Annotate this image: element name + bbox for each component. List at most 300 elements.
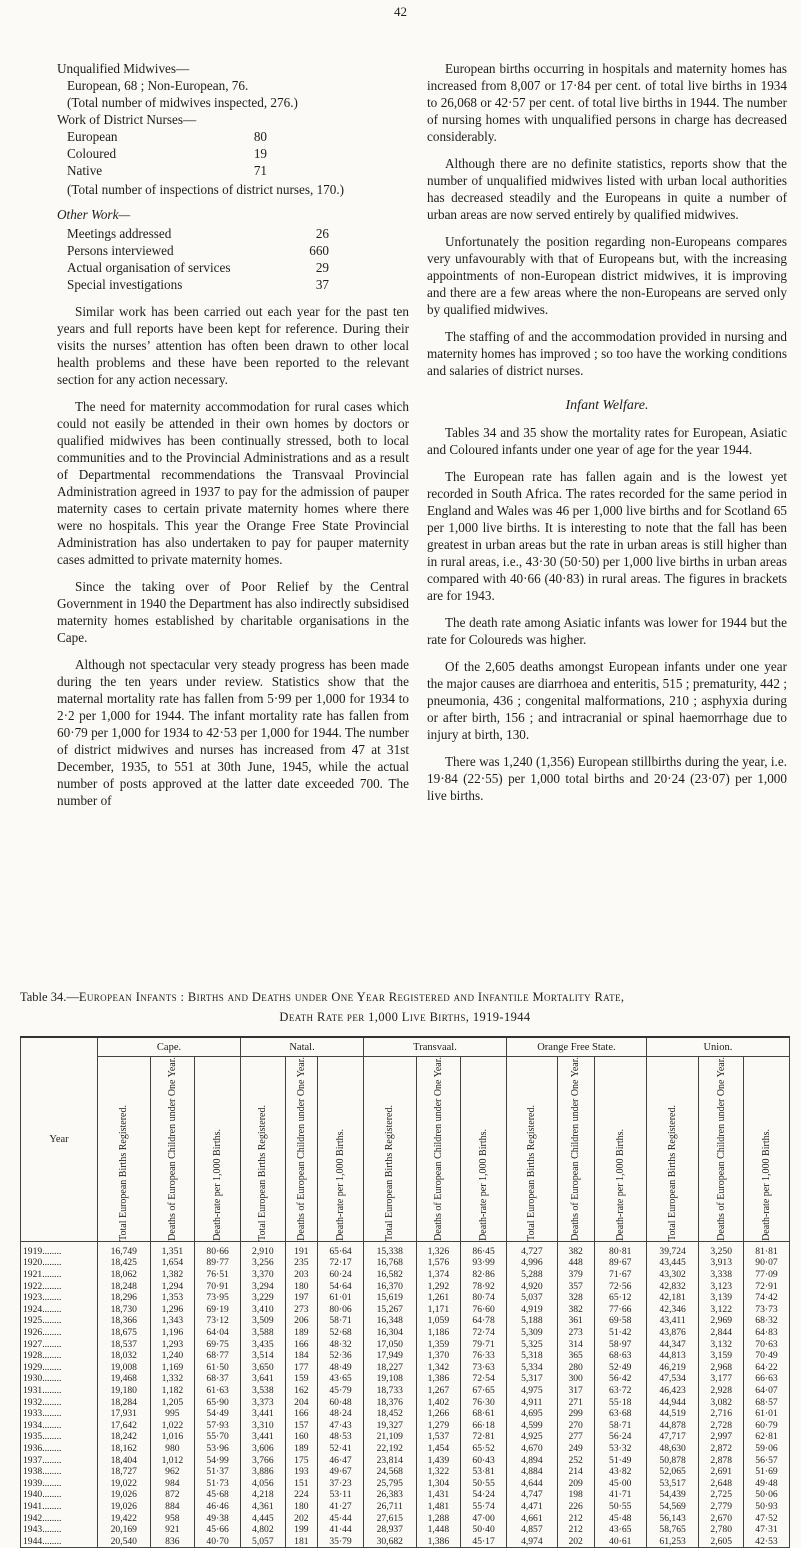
table-row (21, 1513, 790, 1525)
table-cell: 1,386 (416, 1373, 461, 1385)
table-row (21, 1385, 790, 1397)
year-cell: 1926........ (21, 1327, 98, 1339)
table-cell: 1,182 (150, 1385, 195, 1397)
table-cell: 55·70 (195, 1431, 241, 1443)
item-label: Persons interviewed (67, 243, 174, 258)
table-cell: 382 (557, 1241, 594, 1257)
table-row (21, 1466, 790, 1478)
table-cell: 2,928 (699, 1385, 744, 1397)
table-cell: 1,304 (416, 1478, 461, 1490)
table-cell: 53·11 (318, 1489, 364, 1501)
table-cell: 18,242 (98, 1431, 151, 1443)
table-cell: 1,370 (416, 1350, 461, 1362)
column-header (416, 1057, 461, 1242)
table-row (21, 1524, 790, 1536)
year-cell: 1936........ (21, 1443, 98, 1455)
table-cell: 206 (285, 1315, 317, 1327)
table-cell: 47,534 (646, 1373, 699, 1385)
table-row (21, 1241, 790, 1257)
nurses-heading: Work of District Nurses— (57, 112, 197, 127)
table-cell: 177 (285, 1362, 317, 1374)
table-cell: 4,920 (507, 1281, 558, 1293)
table-cell: 18,404 (98, 1455, 151, 1467)
table-cell: 41·27 (318, 1501, 364, 1513)
table-cell: 60·79 (743, 1420, 789, 1432)
table-cell: 20,169 (98, 1524, 151, 1536)
table-cell: 18,675 (98, 1327, 151, 1339)
table-cell: 67·65 (461, 1385, 507, 1397)
table-cell: 53·32 (594, 1443, 646, 1455)
table-row (21, 1443, 790, 1455)
table-cell: 49·67 (318, 1466, 364, 1478)
paragraph: Although not spectacular very steady progress has been made during the ten years under review. Statistics show that the maternal mortality rate has fallen from 5·99 per 1,000 for 1934 to 2·2 per 1,000 for 1944. The infant mortality rate has fallen from 60·79 per 1,000 for 1934 to 42·53 per 1,000 for 1944. The number of district midwives and nurses has increased from 47 at 31st December, 1935, to 551 at 30th June, 1945, while the actual number of posts approved at the latter date exceeded 700. The number of (57, 657, 409, 808)
table-cell: 70·63 (743, 1339, 789, 1351)
table-cell: 199 (285, 1524, 317, 1536)
item-value: 26 (315, 226, 329, 241)
table-cell: 23,814 (363, 1455, 416, 1467)
paragraph: Unfortunately the position regarding non-Europeans compares very unfavourably with that of Europeans but, with the increasing appointments of non-European district midwives, it is improving and there are a few areas where the non-Europeans are served only by qualified midwives. (427, 234, 787, 317)
table-cell: 28,937 (363, 1524, 416, 1536)
column-header (699, 1057, 744, 1242)
table-cell: 166 (285, 1339, 317, 1351)
table-cell: 44,878 (646, 1420, 699, 1432)
year-cell: 1942........ (21, 1513, 98, 1525)
table-cell: 69·75 (195, 1339, 241, 1351)
table-cell: 1,267 (416, 1385, 461, 1397)
column-header (646, 1057, 699, 1242)
paragraph: The death rate among Asiatic infants was lower for 1944 but the rate for Coloureds was higher. (427, 615, 787, 647)
year-cell: 1935........ (21, 1431, 98, 1443)
table-cell: 56·57 (743, 1455, 789, 1467)
paragraph: Since the taking over of Poor Relief by the Central Government in 1940 the Department has also indirectly subsidised maternity homes established by charitable organisations in the Cape. (57, 579, 409, 645)
region-header-natal: Natal. (241, 1037, 364, 1057)
table-cell: 58·97 (594, 1339, 646, 1351)
table-row (21, 1257, 790, 1269)
year-cell: 1937........ (21, 1455, 98, 1467)
other-work-heading: Other Work— (57, 207, 131, 222)
table-cell: 54,439 (646, 1489, 699, 1501)
table-cell: 51·69 (743, 1466, 789, 1478)
table-cell: 209 (557, 1478, 594, 1490)
table-cell: 72·81 (461, 1431, 507, 1443)
table-cell: 45·44 (318, 1513, 364, 1525)
table-cell: 68·63 (594, 1350, 646, 1362)
table-cell: 42,346 (646, 1304, 699, 1316)
item-label: Special investigations (67, 277, 183, 292)
table-cell: 18,162 (98, 1443, 151, 1455)
table-cell: 280 (557, 1362, 594, 1374)
table-cell: 68·57 (743, 1397, 789, 1409)
table-cell: 224 (285, 1489, 317, 1501)
table-cell: 980 (150, 1443, 195, 1455)
year-cell: 1939........ (21, 1478, 98, 1490)
table-cell: 162 (285, 1385, 317, 1397)
table-cell: 159 (285, 1373, 317, 1385)
table-cell: 4,802 (241, 1524, 286, 1536)
region-header-row (21, 1037, 790, 1057)
table-cell: 52·68 (318, 1327, 364, 1339)
table-cell: 1,654 (150, 1257, 195, 1269)
table-cell: 3,538 (241, 1385, 286, 1397)
table-cell: 64·83 (743, 1327, 789, 1339)
item-value: 80 (253, 129, 267, 144)
table-cell: 180 (285, 1281, 317, 1293)
year-cell: 1919........ (21, 1241, 98, 1257)
table-cell: 72·56 (594, 1281, 646, 1293)
region-header-ofs: Orange Free State. (507, 1037, 647, 1057)
right-column (427, 60, 787, 814)
table-cell: 3,886 (241, 1466, 286, 1478)
table-cell: 52·36 (318, 1350, 364, 1362)
table-cell: 984 (150, 1478, 195, 1490)
paragraph: Although there are no definite statistics, reports show that the number of unqualified midwives listed with urban local authorities has decreased steadily and the Europeans in quite a number of urban areas are now served entirely by qualified midwives. (427, 156, 787, 222)
paragraph: European births occurring in hospitals and maternity homes has increased from 8,007 or 17·84 per cent. of total live births in 1934 to 26,068 or 42·57 per cent. of total live births in 1944. The number of nursing homes with unqualified persons in charge has decreased considerably. (427, 61, 787, 144)
table-cell: 1,016 (150, 1431, 195, 1443)
table-row (21, 1281, 790, 1293)
table-cell: 50,878 (646, 1455, 699, 1467)
table-row (21, 1339, 790, 1351)
column-header-label: Death-rate per 1,000 Births. (760, 1128, 772, 1241)
table-cell: 52,065 (646, 1466, 699, 1478)
column-header-label: Death-rate per 1,000 Births. (614, 1128, 626, 1241)
table-cell: 1,240 (150, 1350, 195, 1362)
table-cell: 3,373 (241, 1397, 286, 1409)
table-cell: 49·48 (743, 1478, 789, 1490)
table-cell: 41·71 (594, 1489, 646, 1501)
table-cell: 58,765 (646, 1524, 699, 1536)
table-cell: 191 (285, 1241, 317, 1257)
table-cell: 20,540 (98, 1536, 151, 1548)
table-cell: 4,996 (507, 1257, 558, 1269)
table-cell: 193 (285, 1466, 317, 1478)
table-cell: 47,717 (646, 1431, 699, 1443)
table-cell: 79·71 (461, 1339, 507, 1351)
table-row (21, 1536, 790, 1548)
table-row (21, 1269, 790, 1281)
unqualified-heading: Unqualified Midwives— (57, 61, 190, 76)
table-cell: 2,780 (699, 1524, 744, 1536)
table-cell: 1,261 (416, 1292, 461, 1304)
table-cell: 3,177 (699, 1373, 744, 1385)
table-cell: 1,196 (150, 1327, 195, 1339)
table-cell: 19,008 (98, 1362, 151, 1374)
table-cell: 45·17 (461, 1536, 507, 1548)
table-cell: 50·93 (743, 1501, 789, 1513)
mortality-table (20, 1036, 790, 1548)
table-cell: 61·50 (195, 1362, 241, 1374)
column-header-label: Total European Births Registered. (257, 1104, 269, 1241)
table-cell: 76·33 (461, 1350, 507, 1362)
table-row (21, 1408, 790, 1420)
table-cell: 19,022 (98, 1478, 151, 1490)
table-cell: 18,727 (98, 1466, 151, 1478)
paragraph: Tables 34 and 35 show the mortality rates for European, Asiatic and Coloured infants under one year of age for the year 1944. (427, 425, 787, 457)
region-header-cape: Cape. (98, 1037, 241, 1057)
table-cell: 76·60 (461, 1304, 507, 1316)
table-cell: 17,949 (363, 1350, 416, 1362)
table-cell: 45·79 (318, 1385, 364, 1397)
region-header-union: Union. (646, 1037, 789, 1057)
table-cell: 49·38 (195, 1513, 241, 1525)
table-cell: 271 (557, 1397, 594, 1409)
table-cell: 365 (557, 1350, 594, 1362)
table-cell: 2,691 (699, 1466, 744, 1478)
table-cell: 3,338 (699, 1269, 744, 1281)
table-cell: 76·30 (461, 1397, 507, 1409)
table-row (21, 1489, 790, 1501)
table-cell: 68·61 (461, 1408, 507, 1420)
table-cell: 4,644 (507, 1478, 558, 1490)
table-cell: 58·71 (318, 1315, 364, 1327)
table-cell: 252 (557, 1455, 594, 1467)
table-cell: 37·23 (318, 1478, 364, 1490)
table-cell: 51·37 (195, 1466, 241, 1478)
table-cell: 4,445 (241, 1513, 286, 1525)
table-cell: 4,727 (507, 1241, 558, 1257)
table-cell: 17,050 (363, 1339, 416, 1351)
table-row (21, 1501, 790, 1513)
table-cell: 2,725 (699, 1489, 744, 1501)
table-cell: 1,448 (416, 1524, 461, 1536)
table-cell: 1,353 (150, 1292, 195, 1304)
list-item (57, 276, 329, 293)
table-cell: 78·92 (461, 1281, 507, 1293)
table-cell: 166 (285, 1408, 317, 1420)
year-header: Year (21, 1037, 98, 1241)
table-cell: 40·70 (195, 1536, 241, 1548)
table-cell: 2,878 (699, 1455, 744, 1467)
table-cell: 2,968 (699, 1362, 744, 1374)
item-label: European (67, 129, 118, 144)
table-cell: 51·73 (195, 1478, 241, 1490)
table-cell: 1,266 (416, 1408, 461, 1420)
table-cell: 3,913 (699, 1257, 744, 1269)
table-cell: 43·65 (318, 1373, 364, 1385)
table-cell: 3,159 (699, 1350, 744, 1362)
table-cell: 4,670 (507, 1443, 558, 1455)
table-cell: 2,670 (699, 1513, 744, 1525)
column-header (285, 1057, 317, 1242)
table-cell: 4,911 (507, 1397, 558, 1409)
table-cell: 4,471 (507, 1501, 558, 1513)
table-cell: 47·52 (743, 1513, 789, 1525)
table-cell: 1,332 (150, 1373, 195, 1385)
table-cell: 18,452 (363, 1408, 416, 1420)
year-cell: 1925........ (21, 1315, 98, 1327)
year-cell: 1940........ (21, 1489, 98, 1501)
table-cell: 15,619 (363, 1292, 416, 1304)
table-cell: 72·54 (461, 1373, 507, 1385)
table-cell: 48,630 (646, 1443, 699, 1455)
table-cell: 3,606 (241, 1443, 286, 1455)
table-cell: 249 (557, 1443, 594, 1455)
table-cell: 872 (150, 1489, 195, 1501)
column-header (195, 1057, 241, 1242)
table-cell: 65·52 (461, 1443, 507, 1455)
table-cell: 2,716 (699, 1408, 744, 1420)
table-cell: 3,139 (699, 1292, 744, 1304)
table-cell: 4,894 (507, 1455, 558, 1467)
table-cell: 80·66 (195, 1241, 241, 1257)
table-cell: 314 (557, 1339, 594, 1351)
table-cell: 46·46 (195, 1501, 241, 1513)
table-cell: 53·96 (195, 1443, 241, 1455)
year-cell: 1927........ (21, 1339, 98, 1351)
table-cell: 42,832 (646, 1281, 699, 1293)
table-cell: 21,109 (363, 1431, 416, 1443)
table-cell: 235 (285, 1257, 317, 1269)
table-cell: 44,347 (646, 1339, 699, 1351)
table-cell: 3,766 (241, 1455, 286, 1467)
table-cell: 300 (557, 1373, 594, 1385)
table-cell: 2,997 (699, 1431, 744, 1443)
table-cell: 1,481 (416, 1501, 461, 1513)
nurses-list (57, 128, 409, 179)
item-label: Coloured (67, 146, 117, 161)
table-cell: 203 (285, 1269, 317, 1281)
year-cell: 1921........ (21, 1269, 98, 1281)
table-row (21, 1373, 790, 1385)
region-header-transvaal: Transvaal. (363, 1037, 506, 1057)
paragraph: The need for maternity accommodation for rural cases which could not easily be attended in their own homes by doctors or qualified midwives has been continually stressed, both to local communities and to the Provincial Administrations and as a result of Departmental recommendations the Transvaal Provincial Administration agreed in 1937 to pay for the admission of pauper maternity cases to certain private maternity homes where there were no hospitals. This year the Orange Free State Provincial Administration has also undertaken to pay for pauper maternity cases admitted to private maternity homes. (57, 399, 409, 567)
table-row (21, 1315, 790, 1327)
table-cell: 73·95 (195, 1292, 241, 1304)
table-cell: 3,435 (241, 1339, 286, 1351)
table-cell: 1,343 (150, 1315, 195, 1327)
table-cell: 1,454 (416, 1443, 461, 1455)
table-cell: 1,293 (150, 1339, 195, 1351)
table-cell: 19,468 (98, 1373, 151, 1385)
table-cell: 53,517 (646, 1478, 699, 1490)
column-header (150, 1057, 195, 1242)
year-cell: 1931........ (21, 1385, 98, 1397)
table-cell: 5,057 (241, 1536, 286, 1548)
table-cell: 273 (557, 1327, 594, 1339)
table-caption (20, 987, 790, 1027)
table-cell: 42,181 (646, 1292, 699, 1304)
item-value: 71 (253, 163, 267, 178)
table-cell: 26,711 (363, 1501, 416, 1513)
column-header (557, 1057, 594, 1242)
column-header-label: Deaths of European Children under One Year. (715, 1057, 727, 1241)
table-cell: 1,012 (150, 1455, 195, 1467)
table-cell: 16,370 (363, 1281, 416, 1293)
table-cell: 82·86 (461, 1269, 507, 1281)
table-cell: 52·41 (318, 1443, 364, 1455)
table-cell: 3,122 (699, 1304, 744, 1316)
table-cell: 42·53 (743, 1536, 789, 1548)
table-cell: 299 (557, 1408, 594, 1420)
table-cell: 3,250 (699, 1241, 744, 1257)
table-row (21, 1431, 790, 1443)
table-cell: 1,322 (416, 1466, 461, 1478)
table-cell: 1,402 (416, 1397, 461, 1409)
table-cell: 3,650 (241, 1362, 286, 1374)
table-cell: 2,872 (699, 1443, 744, 1455)
table-cell: 60·48 (318, 1397, 364, 1409)
table-cell: 4,361 (241, 1501, 286, 1513)
table-cell: 47·31 (743, 1524, 789, 1536)
table-cell: 5,318 (507, 1350, 558, 1362)
table-cell: 45·48 (594, 1513, 646, 1525)
midwives-total: (Total number of midwives inspected, 276.) (67, 95, 298, 110)
unqualified-counts: European, 68 ; Non-European, 76. (67, 78, 249, 93)
table-cell: 1,294 (150, 1281, 195, 1293)
column-header-label: Death-rate per 1,000 Births. (212, 1128, 224, 1241)
table-cell: 81·81 (743, 1241, 789, 1257)
table-cell: 58·71 (594, 1420, 646, 1432)
table-cell: 317 (557, 1385, 594, 1397)
table-cell: 18,537 (98, 1339, 151, 1351)
table-cell: 3,641 (241, 1373, 286, 1385)
caption-line-2: Death Rate per 1,000 Live Births, 1919-1944 (279, 1010, 531, 1024)
table-cell: 157 (285, 1420, 317, 1432)
column-header-label: Deaths of European Children under One Year. (570, 1057, 582, 1241)
table-cell: 65·64 (318, 1241, 364, 1257)
table-cell: 25,795 (363, 1478, 416, 1490)
paragraph: Of the 2,605 deaths amongst European infants under one year the major causes are diarrhoea and enteritis, 515 ; prematurity, 442 ; pneumonia, 436 ; congenital malformations, 210 ; asphyxia during or after birth, 156 ; and intracranial or spinal haemorrhage due to injury at birth, 130. (427, 659, 787, 742)
table-cell: 197 (285, 1292, 317, 1304)
table-cell: 48·49 (318, 1362, 364, 1374)
table-cell: 64·22 (743, 1362, 789, 1374)
table-cell: 18,730 (98, 1304, 151, 1316)
table-cell: 3,082 (699, 1397, 744, 1409)
table-cell: 27,615 (363, 1513, 416, 1525)
table-cell: 175 (285, 1455, 317, 1467)
table-cell: 202 (285, 1513, 317, 1525)
table-cell: 48·53 (318, 1431, 364, 1443)
table-cell: 50·06 (743, 1489, 789, 1501)
table-cell: 70·49 (743, 1350, 789, 1362)
table-cell: 72·91 (743, 1281, 789, 1293)
table-row (21, 1327, 790, 1339)
item-label: Actual organisation of services (67, 260, 231, 275)
table-cell: 3,294 (241, 1281, 286, 1293)
table-cell: 50·40 (461, 1524, 507, 1536)
table-cell: 64·04 (195, 1327, 241, 1339)
table-cell: 18,032 (98, 1350, 151, 1362)
table-cell: 72·17 (318, 1257, 364, 1269)
table-cell: 15,267 (363, 1304, 416, 1316)
table-cell: 189 (285, 1327, 317, 1339)
table-cell: 57·93 (195, 1420, 241, 1432)
table-cell: 74·42 (743, 1292, 789, 1304)
table-cell: 60·24 (318, 1269, 364, 1281)
table-cell: 1,186 (416, 1327, 461, 1339)
table-cell: 45·68 (195, 1489, 241, 1501)
table-cell: 5,309 (507, 1327, 558, 1339)
table-cell: 63·72 (594, 1385, 646, 1397)
table-cell: 48·32 (318, 1339, 364, 1351)
table-cell: 55·74 (461, 1501, 507, 1513)
year-cell: 1938........ (21, 1466, 98, 1478)
table-cell: 1,279 (416, 1420, 461, 1432)
table-cell: 80·74 (461, 1292, 507, 1304)
column-header-label: Deaths of European Children under One Year. (166, 1057, 178, 1241)
table-cell: 1,169 (150, 1362, 195, 1374)
table-cell: 189 (285, 1443, 317, 1455)
table-cell: 1,386 (416, 1536, 461, 1548)
table-cell: 68·77 (195, 1350, 241, 1362)
table-cell: 62·81 (743, 1431, 789, 1443)
table-cell: 5,334 (507, 1362, 558, 1374)
table-cell: 3,514 (241, 1350, 286, 1362)
column-header (241, 1057, 286, 1242)
paragraph: The staffing of and the accommodation provided in nursing and maternity homes has improved ; so too have the working conditions and salaries of district nurses. (427, 329, 787, 378)
table-cell: 4,857 (507, 1524, 558, 1536)
item-label: Meetings addressed (67, 226, 172, 241)
table-cell: 2,910 (241, 1241, 286, 1257)
